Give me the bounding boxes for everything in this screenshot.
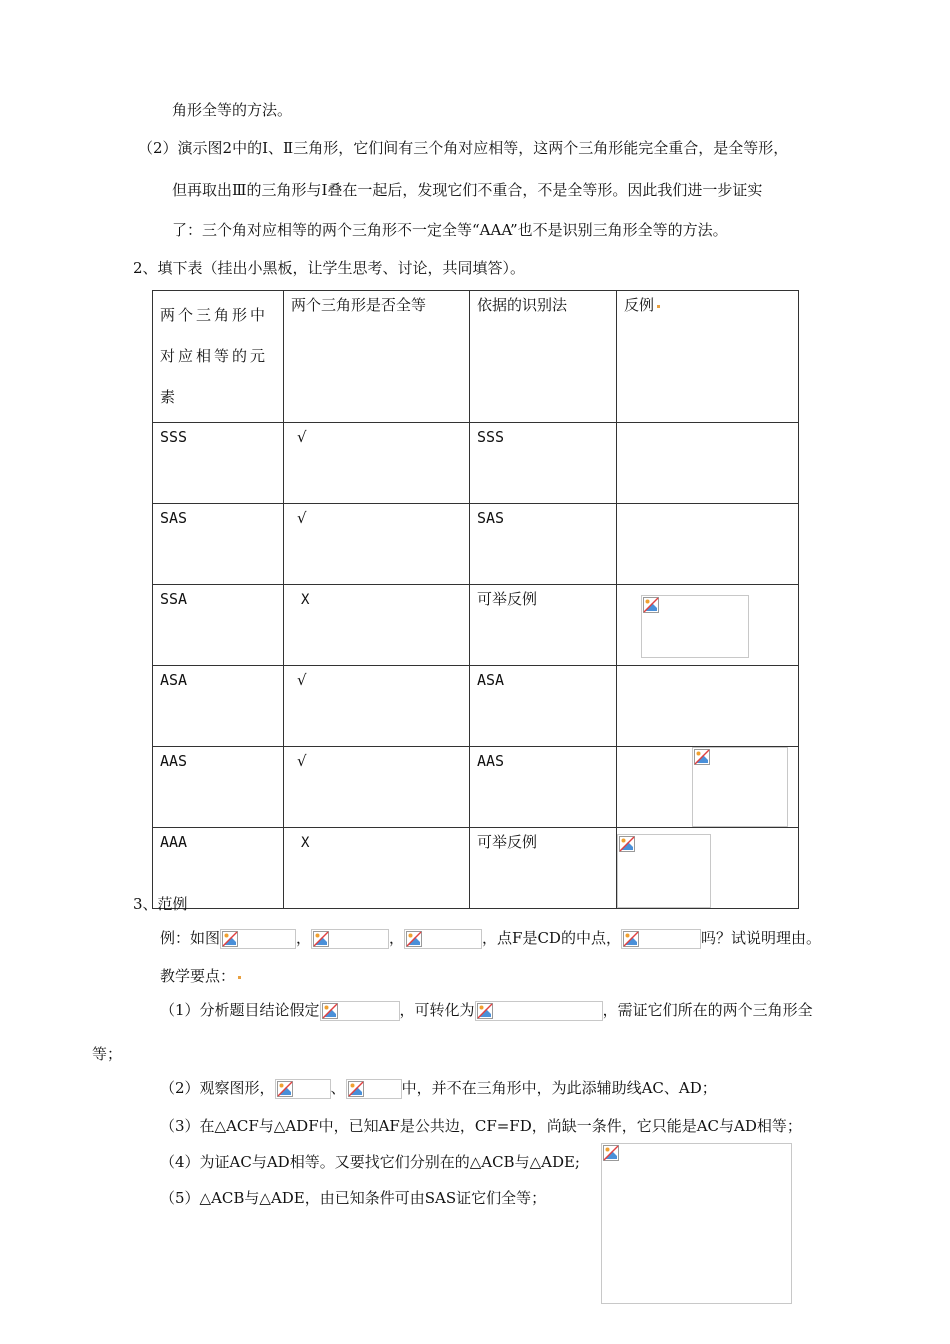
paragraph-line-1: 角形全等的方法。	[172, 101, 293, 119]
paragraph-line-4: 了：三个角对应相等的两个三角形不一定全等“AAA”也不是识别三角形全等的方法。	[172, 221, 728, 239]
broken-image-icon	[619, 836, 635, 852]
broken-image-icon	[222, 931, 238, 947]
table-row	[153, 747, 799, 828]
header-cell-congruent: 两个三角形是否全等	[284, 291, 470, 423]
points-title: 教学要点：	[160, 967, 236, 985]
broken-image-icon	[406, 931, 422, 947]
point-1-text: （1）分析题目结论假定	[160, 1001, 320, 1019]
cell-congruent: √	[284, 666, 470, 747]
cell-element: SSA	[153, 585, 284, 666]
cell-counterexample	[617, 423, 799, 504]
table-row	[153, 504, 799, 585]
cell-method: SAS	[470, 504, 617, 585]
points-title-line	[160, 966, 241, 986]
formula-image	[220, 929, 296, 949]
broken-image-icon	[277, 1081, 293, 1097]
point-1-line	[160, 1000, 813, 1021]
section-title: 3、范例	[133, 895, 188, 913]
broken-image-icon	[603, 1145, 619, 1161]
point-1-text: ，需证它们所在的两个三角形全	[602, 1001, 813, 1019]
marker-dot	[238, 976, 241, 979]
broken-image-icon	[694, 749, 710, 765]
broken-image-icon	[348, 1081, 364, 1097]
point-2-text: 中，并不在三角形中，为此添辅助线AC、AD；	[401, 1079, 717, 1097]
cell-method: AAS	[470, 747, 617, 828]
cell-congruent: X	[284, 828, 470, 909]
example-suffix: 吗？试说明理由。	[700, 929, 821, 947]
paragraph-line-5: 2、填下表（挂出小黑板，让学生思考、讨论，共同填答）。	[133, 259, 526, 277]
paragraph-line-3: 但再取出Ⅲ的三角形与Ⅰ叠在一起后，发现它们不重合，不是全等形。因此我们进一步证实	[172, 181, 763, 199]
cell-element: AAS	[153, 747, 284, 828]
table-row	[153, 828, 799, 909]
formula-image	[275, 1079, 331, 1099]
header-cell-counterexample: 反例	[617, 291, 799, 423]
cell-counterexample	[617, 585, 799, 666]
formula-image	[320, 1001, 400, 1021]
cell-congruent: √	[284, 747, 470, 828]
cell-counterexample	[617, 747, 799, 828]
counterexample-image-aas	[692, 747, 788, 827]
cell-counterexample	[617, 666, 799, 747]
formula-image	[311, 929, 389, 949]
point-2-separator: 、	[330, 1079, 346, 1097]
marker-dot	[657, 305, 660, 308]
broken-image-icon	[322, 1003, 338, 1019]
cell-counterexample	[617, 828, 799, 909]
cell-method: SSS	[470, 423, 617, 504]
example-comma: ，	[389, 929, 405, 947]
cell-element: ASA	[153, 666, 284, 747]
cell-congruent: X	[284, 585, 470, 666]
broken-image-icon	[643, 597, 659, 613]
cell-element: SAS	[153, 504, 284, 585]
broken-image-icon	[313, 931, 329, 947]
formula-image	[475, 1001, 603, 1021]
cell-method: 可举反例	[470, 585, 617, 666]
example-line	[160, 928, 821, 949]
cell-congruent: √	[284, 423, 470, 504]
figure-image	[601, 1143, 792, 1304]
broken-image-icon	[477, 1003, 493, 1019]
point-4-line: （4）为证AC与AD相等。又要找它们分别在的△ACB与△ADE;	[160, 1153, 580, 1171]
header-cell-method: 依据的识别法	[470, 291, 617, 423]
counterexample-image-aaa	[617, 834, 711, 908]
point-2-text: （2）观察图形，	[160, 1079, 275, 1097]
cell-method: ASA	[470, 666, 617, 747]
table-row	[153, 666, 799, 747]
header-cell-elements: 两个三角形中对应相等的元素	[153, 291, 284, 423]
formula-image	[621, 929, 701, 949]
table-row	[153, 423, 799, 504]
counterexample-image-ssa	[641, 595, 749, 658]
example-comma: ，	[296, 929, 312, 947]
example-prefix: 例：如图	[160, 929, 221, 947]
cell-element: SSS	[153, 423, 284, 504]
cell-congruent: √	[284, 504, 470, 585]
cell-element: AAA	[153, 828, 284, 909]
point-5-line: （5）△ACB与△ADE，由已知条件可由SAS证它们全等；	[160, 1189, 547, 1207]
point-3-line: （3）在△ACF与△ADF中，已知AF是公共边，CF=FD，尚缺一条件，它只能是AC与AD相等；	[160, 1117, 802, 1135]
point-1-continuation: 等；	[92, 1045, 123, 1063]
congruence-table	[152, 290, 799, 909]
formula-image	[404, 929, 482, 949]
cell-counterexample	[617, 504, 799, 585]
broken-image-icon	[623, 931, 639, 947]
formula-image	[346, 1079, 402, 1099]
point-2-line	[160, 1078, 717, 1099]
table-header-row	[153, 291, 799, 423]
paragraph-line-2: （2）演示图2中的Ⅰ、Ⅱ三角形，它们间有三个角对应相等，这两个三角形能完全重合，是全等形，	[138, 139, 789, 157]
point-1-text: ，可转化为	[399, 1001, 475, 1019]
cell-method: 可举反例	[470, 828, 617, 909]
example-mid: ，点F是CD的中点，	[482, 929, 621, 947]
table-row	[153, 585, 799, 666]
